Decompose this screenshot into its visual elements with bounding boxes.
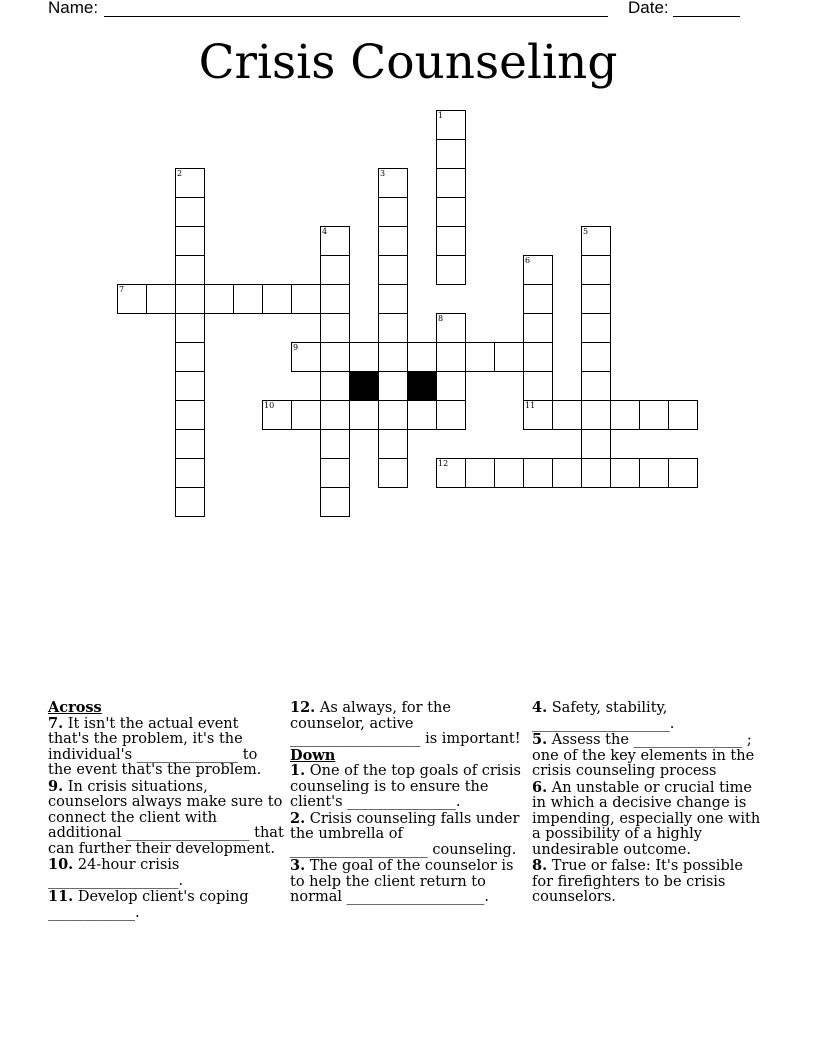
name-label: Name: bbox=[48, 0, 99, 17]
crossword-cell[interactable] bbox=[378, 458, 408, 488]
crossword-cell[interactable] bbox=[581, 255, 611, 285]
crossword-cell[interactable] bbox=[407, 342, 437, 372]
crossword-cell[interactable] bbox=[175, 371, 205, 401]
crossword-cell[interactable] bbox=[523, 400, 553, 430]
crossword-cell[interactable] bbox=[204, 284, 234, 314]
crossword-cell[interactable] bbox=[262, 284, 292, 314]
crossword-cell[interactable] bbox=[320, 487, 350, 517]
down-heading: Down bbox=[290, 746, 336, 764]
crossword-cell[interactable] bbox=[581, 284, 611, 314]
clue-across-7: 7. It isn't the actual event that's the problem, it's the individual's ______________ to the event that's the problem. bbox=[48, 714, 262, 778]
crossword-cell[interactable] bbox=[552, 400, 582, 430]
crossword-cell[interactable] bbox=[378, 371, 408, 401]
crossword-cell[interactable] bbox=[117, 284, 147, 314]
crossword-cell[interactable] bbox=[465, 458, 495, 488]
crossword-cell[interactable] bbox=[436, 168, 466, 198]
crossword-cell[interactable] bbox=[291, 400, 321, 430]
clue-down-1: 1. One of the top goals of crisis counseling is to ensure the client's _______________. bbox=[290, 762, 521, 810]
crossword-cell[interactable] bbox=[581, 371, 611, 401]
clues-column-2 bbox=[290, 700, 522, 906]
crossword-cell[interactable] bbox=[175, 168, 205, 198]
clue-across-9: 9. In crisis situations, counselors always make sure to connect the client with additional _________________ that can further their development. bbox=[48, 777, 284, 857]
crossword-cell[interactable] bbox=[581, 313, 611, 343]
clue-number: 3 bbox=[380, 169, 386, 178]
crossword-cell[interactable] bbox=[523, 458, 553, 488]
crossword-cell[interactable] bbox=[349, 342, 379, 372]
crossword-cell[interactable] bbox=[436, 226, 466, 256]
clue-down-2: 2. Crisis counseling falls under the umbrella of ___________________ counseling. bbox=[290, 809, 520, 858]
clue-number: 5 bbox=[583, 227, 589, 236]
crossword-cell[interactable] bbox=[436, 458, 466, 488]
clues-column-1 bbox=[48, 700, 284, 921]
crossword-cell[interactable] bbox=[320, 313, 350, 343]
crossword-cell[interactable] bbox=[320, 371, 350, 401]
black-square bbox=[407, 371, 437, 401]
clue-number: 12 bbox=[438, 459, 449, 468]
crossword-cell[interactable] bbox=[436, 400, 466, 430]
clue-down-5: 5. Assess the _______________ ; one of the key elements in the crisis counseling process bbox=[532, 731, 755, 779]
clue-down-8: 8. True or false: It's possible for firefighters to be crisis counselors. bbox=[532, 857, 743, 905]
crossword-cell[interactable] bbox=[639, 400, 669, 430]
clue-number: 9 bbox=[293, 343, 299, 352]
clue-number: 2 bbox=[177, 169, 183, 178]
crossword-cell[interactable] bbox=[523, 255, 553, 285]
crossword-cell[interactable] bbox=[610, 400, 640, 430]
crossword-cell[interactable] bbox=[552, 458, 582, 488]
clues-column-3 bbox=[532, 700, 768, 906]
crossword-cell[interactable] bbox=[262, 400, 292, 430]
crossword-cell[interactable] bbox=[610, 458, 640, 488]
crossword-cell[interactable] bbox=[320, 400, 350, 430]
crossword-cell[interactable] bbox=[378, 168, 408, 198]
crossword-cell[interactable] bbox=[320, 429, 350, 459]
crossword-cell[interactable] bbox=[581, 429, 611, 459]
clue-number: 8 bbox=[438, 314, 444, 323]
crossword-cell[interactable] bbox=[175, 487, 205, 517]
crossword-cell[interactable] bbox=[436, 139, 466, 169]
crossword-cell[interactable] bbox=[175, 429, 205, 459]
crossword-cell[interactable] bbox=[668, 400, 698, 430]
clue-number: 4 bbox=[322, 227, 328, 236]
crossword-cell[interactable] bbox=[639, 458, 669, 488]
crossword-cell[interactable] bbox=[523, 371, 553, 401]
crossword-cell[interactable] bbox=[581, 458, 611, 488]
crossword-cell[interactable] bbox=[320, 284, 350, 314]
clue-across-10: 10. 24-hour crisis __________________. bbox=[48, 856, 184, 889]
crossword-cell[interactable] bbox=[465, 342, 495, 372]
clue-down-6: 6. An unstable or crucial time in which a decisive change is impending, especially one with a possibility of a highly undesirable outcome. bbox=[532, 778, 761, 858]
crossword-cell[interactable] bbox=[175, 400, 205, 430]
page-title: Crisis Counseling bbox=[198, 35, 618, 90]
crossword-cell[interactable] bbox=[523, 284, 553, 314]
clue-across-11: 11. Develop client's coping ____________. bbox=[48, 888, 249, 921]
crossword-cell[interactable] bbox=[523, 342, 553, 372]
crossword-cell[interactable] bbox=[436, 197, 466, 227]
crossword-cell[interactable] bbox=[291, 284, 321, 314]
clue-across-12: 12. As always, for the counselor, active __________________ is important! bbox=[290, 699, 521, 747]
crossword-cell[interactable] bbox=[378, 255, 408, 285]
clue-number: 1 bbox=[438, 111, 444, 120]
date-label: Date: bbox=[628, 0, 669, 17]
crossword-cell[interactable] bbox=[320, 342, 350, 372]
crossword-cell[interactable] bbox=[436, 313, 466, 343]
clue-down-3: 3. The goal of the counselor is to help the client return to normal ___________________. bbox=[290, 857, 514, 905]
clue-number: 11 bbox=[525, 401, 536, 410]
crossword-cell[interactable] bbox=[175, 313, 205, 343]
across-heading: Across bbox=[48, 699, 102, 716]
crossword-cell[interactable] bbox=[175, 197, 205, 227]
black-square bbox=[349, 371, 379, 401]
crossword-cell[interactable] bbox=[581, 226, 611, 256]
crossword-cell[interactable] bbox=[378, 197, 408, 227]
crossword-cell[interactable] bbox=[436, 255, 466, 285]
crossword-cell[interactable] bbox=[436, 371, 466, 401]
crossword-cell[interactable] bbox=[378, 313, 408, 343]
crossword-cell[interactable] bbox=[146, 284, 176, 314]
crossword-cell[interactable] bbox=[349, 400, 379, 430]
crossword-cell[interactable] bbox=[320, 226, 350, 256]
crossword-cell[interactable] bbox=[407, 400, 437, 430]
crossword-cell[interactable] bbox=[378, 226, 408, 256]
crossword-cell[interactable] bbox=[436, 110, 466, 140]
crossword-cell[interactable] bbox=[320, 255, 350, 285]
crossword-cell[interactable] bbox=[378, 284, 408, 314]
crossword-cell[interactable] bbox=[175, 342, 205, 372]
crossword-cell[interactable] bbox=[291, 342, 321, 372]
crossword-cell[interactable] bbox=[494, 458, 524, 488]
crossword-cell[interactable] bbox=[581, 342, 611, 372]
clue-number: 7 bbox=[119, 285, 125, 294]
crossword-cell[interactable] bbox=[175, 255, 205, 285]
crossword-cell[interactable] bbox=[175, 226, 205, 256]
crossword-cell[interactable] bbox=[581, 400, 611, 430]
crossword-cell[interactable] bbox=[378, 429, 408, 459]
crossword-cell[interactable] bbox=[668, 458, 698, 488]
clue-number: 6 bbox=[525, 256, 531, 265]
crossword-cell[interactable] bbox=[378, 400, 408, 430]
crossword-cell[interactable] bbox=[175, 458, 205, 488]
crossword-cell[interactable] bbox=[378, 342, 408, 372]
clue-number: 10 bbox=[264, 401, 275, 410]
crossword-cell[interactable] bbox=[523, 313, 553, 343]
crossword-cell[interactable] bbox=[436, 342, 466, 372]
crossword-cell[interactable] bbox=[175, 284, 205, 314]
clue-down-4: 4. Safety, stability, ___________________. bbox=[532, 699, 675, 732]
crossword-cell[interactable] bbox=[233, 284, 263, 314]
crossword-cell[interactable] bbox=[494, 342, 524, 372]
crossword-cell[interactable] bbox=[320, 458, 350, 488]
